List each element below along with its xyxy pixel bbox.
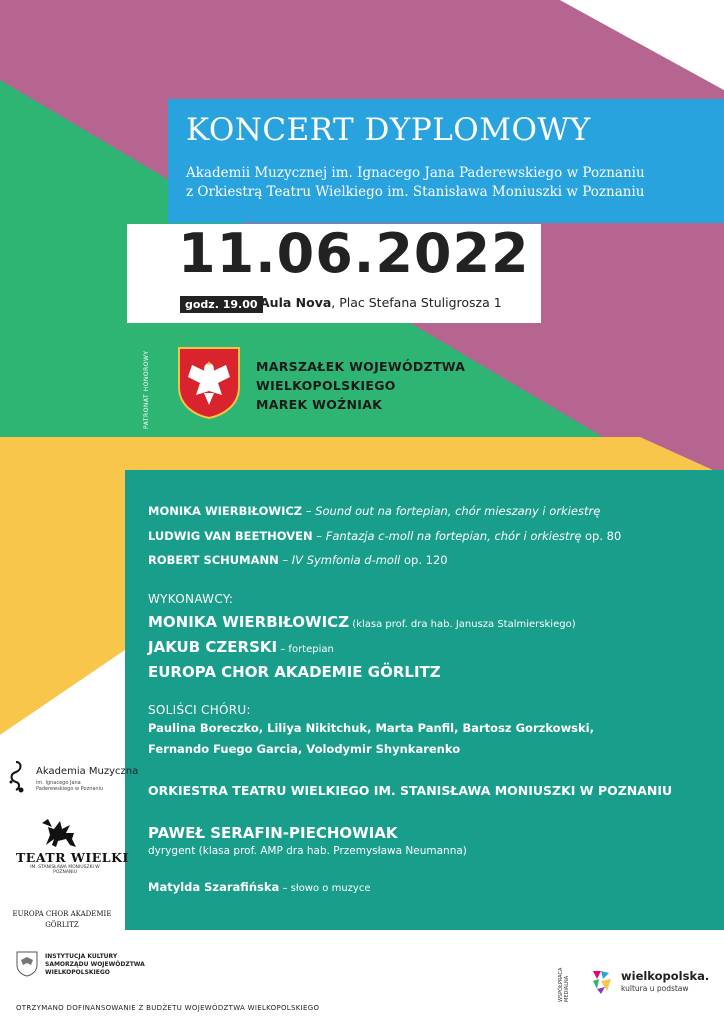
performer-pianist xyxy=(148,638,334,656)
eca-line-2: GÖRLITZ xyxy=(45,921,79,929)
teatr-wielki-name: TEATR WIELKI xyxy=(16,850,129,865)
akademia-name: Akademia Muzyczna xyxy=(36,766,139,777)
europa-chor-logo xyxy=(12,909,112,931)
performer-note: (klasa prof. dra hab. Janusza Stalmierskiego) xyxy=(349,619,576,630)
akademia-muzyczna-logo-icon xyxy=(6,760,32,796)
performer-name: JAKUB CZERSKI xyxy=(148,638,278,656)
speaker-name: Matylda Szarafińska xyxy=(148,880,280,894)
orchestra-name: ORKIESTRA TEATRU WIELKIEGO IM. STANISŁAWA MONIUSZKI W POZNANIU xyxy=(148,783,673,798)
program-composer: ROBERT SCHUMANN xyxy=(148,553,279,567)
wielkopolska-sub: kultura u podstaw xyxy=(621,984,689,993)
patron-name xyxy=(256,357,465,414)
event-date: 11.06.2022 xyxy=(178,222,530,285)
eca-line-1: EUROPA CHOR AKADEMIE xyxy=(12,910,112,918)
instytucja-name xyxy=(45,953,145,977)
program-opus: op. 80 xyxy=(581,529,622,543)
funding-footer: OTRZYMANO DOFINANSOWANIE Z BUDŻETU WOJEWÓDZTWA WIELKOPOLSKIEGO xyxy=(16,1004,320,1012)
instytucja-line-3: WIELKOPOLSKIEGO xyxy=(45,969,110,976)
akademia-sub: im. Ignacego Jana Paderewskiego w Poznaniu xyxy=(36,780,104,792)
soloists-label: SOLIŚCI CHÓRU: xyxy=(148,703,251,717)
subtitle-line-2: z Orkiestrą Teatru Wielkiego im. Stanisława Moniuszki w Poznaniu xyxy=(186,184,645,200)
program-work: – IV Symfonia d-moll xyxy=(278,553,401,567)
media-partner-label: WSPÓŁPRACA MEDIALNA xyxy=(558,967,570,1002)
performer-note: – fortepian xyxy=(277,644,334,655)
conductor-name: PAWEŁ SERAFIN-PIECHOWIAK xyxy=(148,824,398,842)
soloists-list xyxy=(148,718,594,760)
venue-address: , Plac Stefana Stuligrosza 1 xyxy=(331,295,502,310)
patronage-label: PATRONAT HONOROWY xyxy=(143,350,150,429)
patron-line-1: MARSZAŁEK WOJEWÓDZTWA xyxy=(256,359,466,374)
program-composer: MONIKA WIERBIŁOWICZ xyxy=(148,504,303,518)
instytucja-crest-icon xyxy=(16,951,38,977)
event-time-badge: godz. 19.00 xyxy=(180,296,263,313)
performers-label: WYKONAWCY: xyxy=(148,592,234,606)
wielkopolska-name: wielkopolska. xyxy=(621,969,710,983)
instytucja-line-1: INSTYTUCJA KULTURY xyxy=(45,953,118,960)
performer-composer xyxy=(148,613,576,631)
soloists-line-2: Fernando Fuego Garcia, Volodymir Shynkarenko xyxy=(148,742,461,756)
venue-name: Aula Nova xyxy=(260,295,332,310)
speaker-note: – słowo o muzyce xyxy=(279,883,371,894)
program-work: – Fantazja c-moll na fortepian, chór i orkiestrę xyxy=(312,529,582,543)
performer-choir: EUROPA CHOR AKADEMIE GÖRLITZ xyxy=(148,663,441,681)
instytucja-line-2: SAMORZĄDU WOJEWÓDZTWA xyxy=(45,961,145,968)
conductor-note: dyrygent (klasa prof. AMP dra hab. Przemysława Neumanna) xyxy=(148,845,467,857)
teatr-wielki-sub: IM. STANISŁAWA MONIUSZKI W POZNANIU xyxy=(30,865,100,875)
program-item xyxy=(148,504,600,518)
patron-line-3: MAREK WOŹNIAK xyxy=(256,397,383,412)
pegasus-icon xyxy=(38,815,84,851)
program-composer: LUDWIG VAN BEETHOVEN xyxy=(148,529,313,543)
program-opus: op. 120 xyxy=(400,553,448,567)
wielkopolska-kultura-logo-icon xyxy=(591,969,615,995)
concert-subtitle xyxy=(186,164,645,202)
program-item xyxy=(148,553,448,567)
subtitle-line-1: Akademii Muzycznej im. Ignacego Jana Paderewskiego w Poznaniu xyxy=(186,165,645,181)
program-item xyxy=(148,529,621,543)
talk-speaker xyxy=(148,880,370,894)
patron-line-2: WIELKOPOLSKIEGO xyxy=(256,378,396,393)
performer-name: MONIKA WIERBIŁOWICZ xyxy=(148,613,350,631)
wielkopolska-crest-icon xyxy=(178,347,240,419)
soloists-line-1: Paulina Boreczko, Liliya Nikitchuk, Marta Panfil, Bartosz Gorzkowski, xyxy=(148,721,594,735)
concert-title: KONCERT DYPLOMOWY xyxy=(186,112,591,148)
program-work: – Sound out na fortepian, chór mieszany i orkiestrę xyxy=(302,504,601,518)
event-venue xyxy=(260,295,502,310)
